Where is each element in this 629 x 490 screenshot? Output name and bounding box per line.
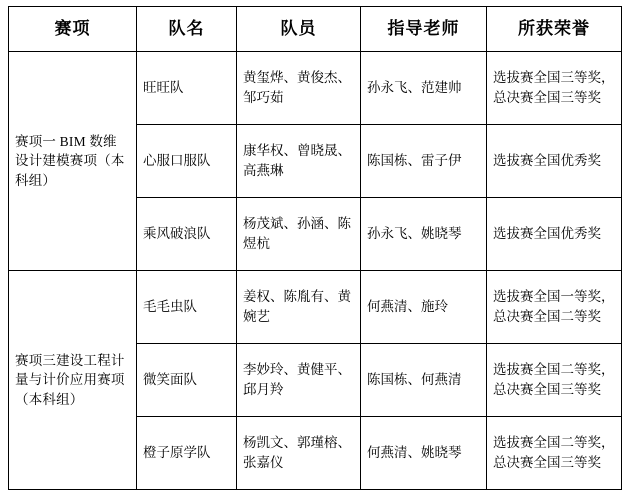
mentors-cell: 陈国栋、何燕清: [361, 344, 487, 417]
category-cell: 赛项三建设工程计量与计价应用赛项（本科组）: [9, 271, 137, 490]
honor-cell: 选拔赛全国二等奖，总决赛全国三等奖: [487, 417, 622, 490]
mentors-cell: 何燕清、施玲: [361, 271, 487, 344]
honor-cell: 选拔赛全国优秀奖: [487, 198, 622, 271]
table-header: [9, 7, 622, 52]
members-cell: 姜权、陈胤有、黄婉艺: [237, 271, 361, 344]
table-row: [9, 52, 622, 125]
table-row: [9, 271, 622, 344]
team-cell: 心服口服队: [137, 125, 237, 198]
column-header-honor: 所获荣誉: [487, 7, 622, 52]
column-header-category: 赛项: [9, 7, 137, 52]
honor-cell: 选拔赛全国一等奖，总决赛全国二等奖: [487, 271, 622, 344]
table-header-row: [9, 7, 622, 52]
team-cell: 橙子原学队: [137, 417, 237, 490]
column-header-members: 队员: [237, 7, 361, 52]
mentors-cell: 孙永飞、范建帅: [361, 52, 487, 125]
team-cell: 乘风破浪队: [137, 198, 237, 271]
members-cell: 黄玺烨、黄俊杰、邹巧茹: [237, 52, 361, 125]
team-cell: 毛毛虫队: [137, 271, 237, 344]
members-cell: 李妙玲、黄健平、邱月羚: [237, 344, 361, 417]
competition-results-table: [8, 6, 622, 490]
team-cell: 微笑面队: [137, 344, 237, 417]
mentors-cell: 何燕清、姚晓琴: [361, 417, 487, 490]
category-cell: 赛项一 BIM 数维设计建模赛项（本科组）: [9, 52, 137, 271]
mentors-cell: 孙永飞、姚晓琴: [361, 198, 487, 271]
honor-cell: 选拔赛全国优秀奖: [487, 125, 622, 198]
honor-cell: 选拔赛全国二等奖，总决赛全国三等奖: [487, 344, 622, 417]
team-cell: 旺旺队: [137, 52, 237, 125]
column-header-mentors: 指导老师: [361, 7, 487, 52]
column-header-team: 队名: [137, 7, 237, 52]
members-cell: 杨茂斌、孙涵、陈煜杭: [237, 198, 361, 271]
members-cell: 康华权、曾晓晟、高燕琳: [237, 125, 361, 198]
members-cell: 杨凯文、郭瑾榕、张嘉仪: [237, 417, 361, 490]
mentors-cell: 陈国栋、雷子伊: [361, 125, 487, 198]
table-body: [9, 52, 622, 490]
honor-cell: 选拔赛全国三等奖，总决赛全国三等奖: [487, 52, 622, 125]
